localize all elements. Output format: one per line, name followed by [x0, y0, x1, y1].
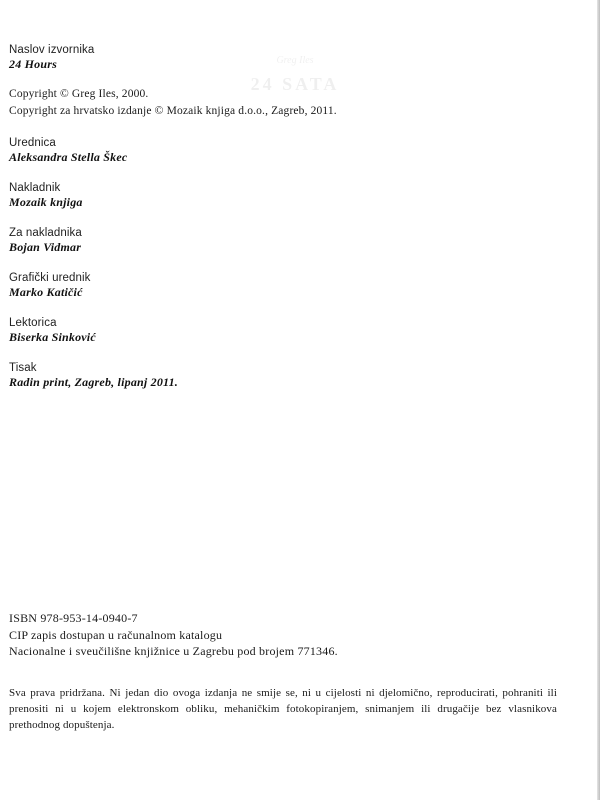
credit-value: Mozaik knjiga [9, 195, 83, 209]
credits-block [9, 43, 569, 406]
original-title-group [9, 43, 569, 72]
bleed-through-title: Greg Iles 24 SATA [250, 55, 340, 94]
credit-label: Tisak [9, 362, 37, 374]
credit-value: Radin print, Zagreb, lipanj 2011. [9, 375, 178, 389]
credit-label: Za nakladnika [9, 227, 82, 239]
library-line: Nacionalne i sveučilišne knjižnice u Zagrebu pod brojem 771346. [9, 644, 338, 658]
credit-label: Grafički urednik [9, 272, 91, 284]
credit-value: Aleksandra Stella Škec [9, 150, 128, 164]
credit-graphic-editor [9, 271, 569, 300]
credit-publisher [9, 181, 569, 210]
credit-label: Lektorica [9, 317, 57, 329]
rights-notice: Sva prava pridržana. Ni jedan dio ovoga izdanja ne smije se, ni u cijelosti ni djelomično, reproducirati, pohraniti ili prenositi ni u kojem elektronskom obliku, mehaničkim fotokopiranjem, snimanjem ili drugačije bez vlasnikova prethodnog dopuštenja. [9, 687, 557, 731]
isbn-cip-block [9, 610, 569, 660]
copyright-line-original: Copyright © Greg Iles, 2000. [9, 88, 149, 100]
credit-print [9, 361, 569, 390]
credit-value: Bojan Vidmar [9, 240, 82, 254]
credit-value: Marko Katičić [9, 285, 83, 299]
cip-line: CIP zapis dostupan u računalnom katalogu [9, 627, 223, 642]
credit-editor [9, 136, 569, 165]
isbn-number: ISBN 978-953-14-0940-7 [9, 611, 138, 625]
copyright-group [9, 87, 569, 119]
credit-for-publisher [9, 226, 569, 255]
credit-proofreader [9, 316, 569, 345]
credit-label: Urednica [9, 137, 56, 149]
original-title-label: Naslov izvornika [9, 44, 95, 56]
copyright-line-croatian: Copyright za hrvatsko izdanje © Mozaik knjiga d.o.o., Zagreb, 2011. [9, 105, 337, 117]
original-title-value: 24 Hours [9, 57, 57, 71]
credit-value: Biserka Sinković [9, 330, 96, 344]
credit-label: Nakladnik [9, 182, 61, 194]
